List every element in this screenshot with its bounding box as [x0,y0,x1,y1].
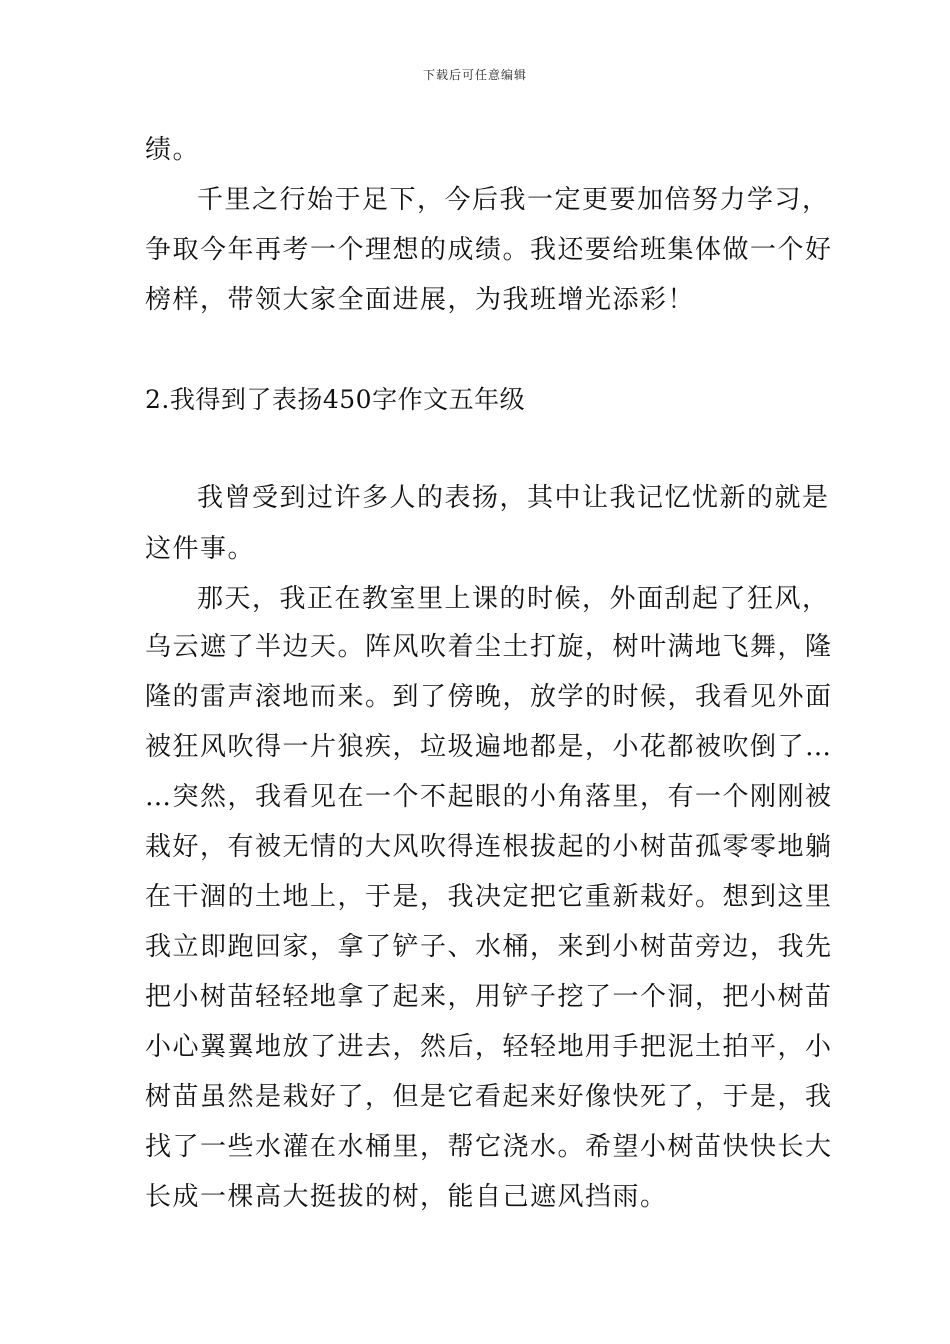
paragraph-4-line-4: 被狂风吹得一片狼疾，垃圾遍地都是，小花都被吹倒了… [145,732,833,762]
paragraph-4-line-2: 乌云遮了半边天。阵风吹着尘土打旋，树叶满地飞舞，隆 [145,632,833,662]
paragraph-3-line-2: 这件事。 [145,534,256,564]
paragraph-4-line-3: 隆的雷声滚地而来。到了傍晚，放学的时候，我看见外面 [145,682,833,712]
paragraph-4-line-11: 树苗虽然是栽好了，但是它看起来好像快死了，于是，我 [145,1082,833,1112]
paragraph-3-line-1: 我曾受到过许多人的表扬，其中让我记忆忧新的就是 [197,483,830,513]
paragraph-4-line-7: 在干涸的土地上，于是，我决定把它重新栽好。想到这里 [145,882,833,912]
paragraph-4-line-5: …突然，我看见在一个不起眼的小角落里，有一个刚刚被 [145,782,833,812]
paragraph-1-line-1: 绩。 [145,135,201,165]
paragraph-2-line-1: 千里之行始于足下，今后我一定更要加倍努力学习， [197,185,830,215]
paragraph-4-line-12: 找了一些水灌在水桶里，帮它浇水。希望小树苗快快长大 [145,1132,833,1162]
paragraph-4-line-8: 我立即跑回家，拿了铲子、水桶，来到小树苗旁边，我先 [145,932,833,962]
paragraph-2-line-3: 榜样，带领大家全面进展，为我班增光添彩！ [145,285,696,315]
paragraph-4-line-6: 栽好，有被无情的大风吹得连根拔起的小树苗孤零零地躺 [145,832,833,862]
paragraph-2-line-2: 争取今年再考一个理想的成绩。我还要给班集体做一个好 [145,235,833,265]
section-title: 2.我得到了表扬450字作文五年级 [145,385,526,414]
page-header-note: 下载后可任意编辑 [422,68,527,82]
paragraph-4-line-13: 长成一棵高大挺拔的树，能自己遮风挡雨。 [145,1182,668,1212]
paragraph-4-line-10: 小心翼翼地放了进去，然后，轻轻地用手把泥土拍平，小 [145,1032,833,1062]
paragraph-4-line-1: 那天，我正在教室里上课的时候，外面刮起了狂风， [197,584,830,614]
paragraph-4-line-9: 把小树苗轻轻地拿了起来，用铲子挖了一个洞，把小树苗 [145,982,833,1012]
